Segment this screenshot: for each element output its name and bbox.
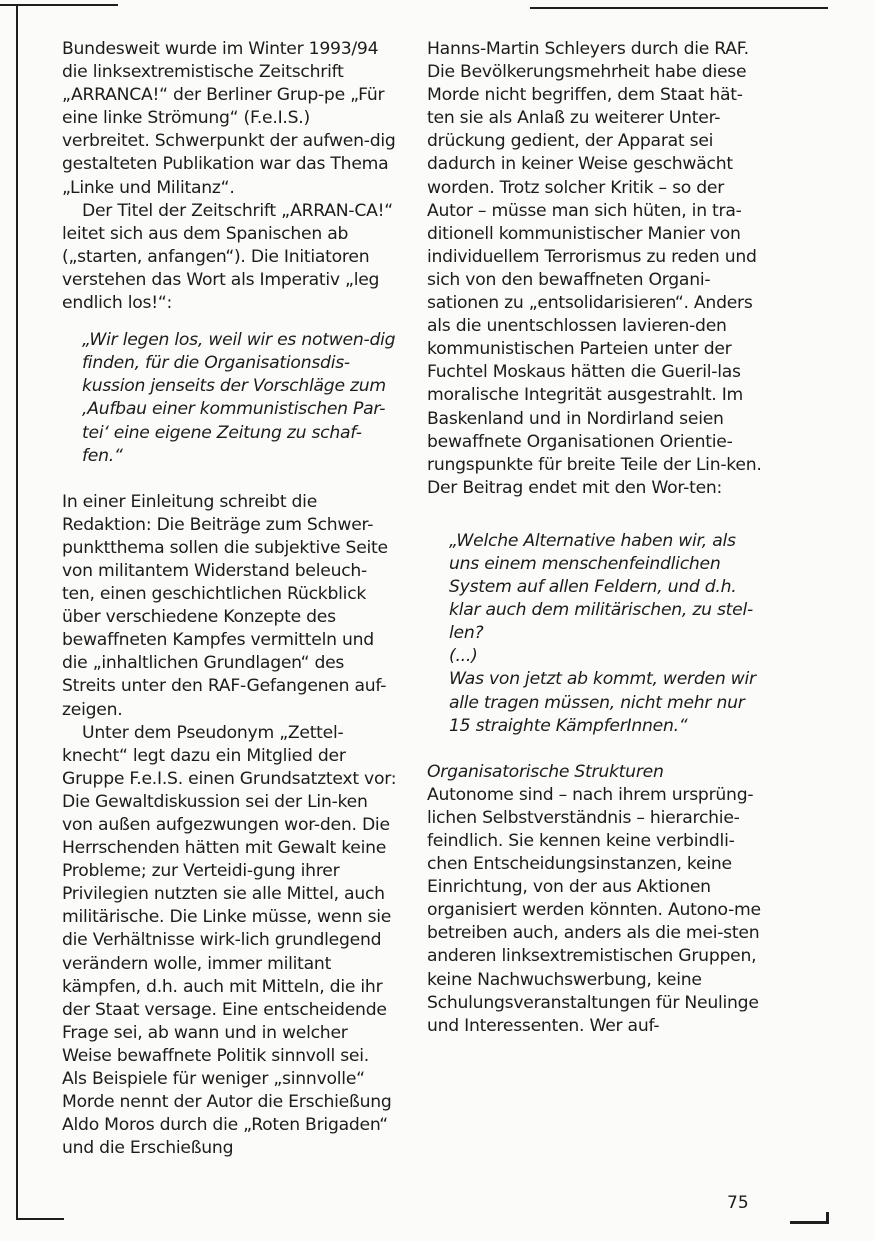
paragraph: Hanns-Martin Schleyers durch die RAF. Die Bevölkerungsmehrheit habe diese Morde nicht begriffen, dem Staat hät-ten sie als Anlaß zu weiterer Unter-drückung gedient, der Apparat sei dadurch in keiner Weise geschwächt worden. Trotz solcher Kritik – so der Autor – müsse man sich hüten, in tra-ditionell kommunistischer Manier von individuellem Terrorismus zu reden und sich von den bewaffneten Organi-sationen zu „entsolidarisieren“. Anders als die unentschlossen lavieren-den kommunistischen Parteien unter der Fuchtel Moskaus hätten die Gueril-las moralische Integrität ausgestrahlt. Im Baskenland und in Nordirland seien bewaffnete Organisationen Orientie-rungspunkte für breite Teile der Lin-ken. Der Beitrag endet mit den Wor-ten: <box>427 39 762 498</box>
scan-edge-bottom-left <box>16 1218 64 1220</box>
block-quote <box>427 530 763 738</box>
right-column <box>427 38 763 1038</box>
quote-text: Was von jetzt ab kommt, werden wir alle tragen müssen, nicht mehr nur 15 straighte KämpferInnen.“ <box>449 669 756 736</box>
scan-edge-left <box>16 6 18 1220</box>
section-heading: Organisatorische Strukturen <box>427 761 664 782</box>
quote-text: „Welche Alternative haben wir, als uns einem menschenfeindlichen System auf allen Feldern, und d.h. klar auch dem militärischen, zu stel-len? <box>449 530 753 644</box>
left-column <box>62 38 398 1160</box>
scan-tick-right <box>826 1212 829 1224</box>
paragraph: Unter dem Pseudonym „Zettel-knecht“ legt dazu ein Mitglied der Gruppe F.e.I.S. einen Grundsatztext vor: Die Gewaltdiskussion sei der Lin-ken von außen aufgezwungen wor-den. Die Herrschenden hätten mit Gewalt keine Probleme; zur Verteidi-gung ihrer Privilegien nutzten sie alle Mittel, auch militärische. Die Linke müsse, wenn sie die Verhältnisse wirk-lich grundlegend verändern wolle, immer militant kämpfen, d.h. auch mit Mitteln, die ihr der Staat versage. Eine entscheidende Frage sei, ab wann und in welcher Weise bewaffnete Politik sinnvoll sei. Als Beispiele für weniger „sinnvolle“ Morde nennt der Autor die Erschießung Aldo Moros durch die „Roten Brigaden“ und die Erschießung <box>62 722 397 1159</box>
block-quote: „Wir legen los, weil wir es notwen-dig finden, für die Organisationsdis-kussion jenseits der Vorschläge zum ‚Aufbau einer kommunistischen Par-tei‘ eine eigene Zeitung zu schaf-fen.“ <box>82 330 396 466</box>
scan-edge-bottom-right <box>790 1221 828 1224</box>
paragraph: Autonome sind – nach ihrem ursprüng-lichen Selbstverständnis – hierarchie-feindlich. Sie kennen keine verbindli-chen Entscheidungsinstanzen, keine Einrichtung, von der aus Aktionen organisiert werden könnten. Autono-me betreiben auch, anders als die mei-sten anderen linksextremistischen Gruppen, keine Nachwuchswerbung, keine Schulungsveranstaltungen für Neulinge und Interessenten. Wer auf- <box>427 784 761 1036</box>
paragraph: In einer Einleitung schreibt die Redaktion: Die Beiträge zum Schwer-punktthema sollen die subjektive Seite von militantem Widerstand beleuch-ten, einen geschichtlichen Rückblick über verschiedene Konzepte des bewaffneten Kampfes vermitteln und die „inhaltlichen Grundlagen“ des Streits unter den RAF-Gefangenen auf-zeigen. <box>62 491 388 720</box>
scan-edge-top-right <box>530 7 828 9</box>
paragraph: Der Titel der Zeitschrift „ARRAN-CA!“ leitet sich aus dem Spanischen ab („starten, anfangen“). Die Initiatoren verstehen das Wort als Imperativ „leg endlich los!“: <box>62 200 393 314</box>
paragraph: Bundesweit wurde im Winter 1993/94 die linksextremistische Zeitschrift „ARRANCA!“ der Berliner Grup-pe „Für eine linke Strömung“ (F.e.I.S.) verbreitet. Schwerpunkt der aufwen-dig gestalteten Publikation war das Thema „Linke und Militanz“. <box>62 39 396 198</box>
quote-ellipsis: (...) <box>449 646 478 667</box>
page-number: 75 <box>727 1193 749 1213</box>
